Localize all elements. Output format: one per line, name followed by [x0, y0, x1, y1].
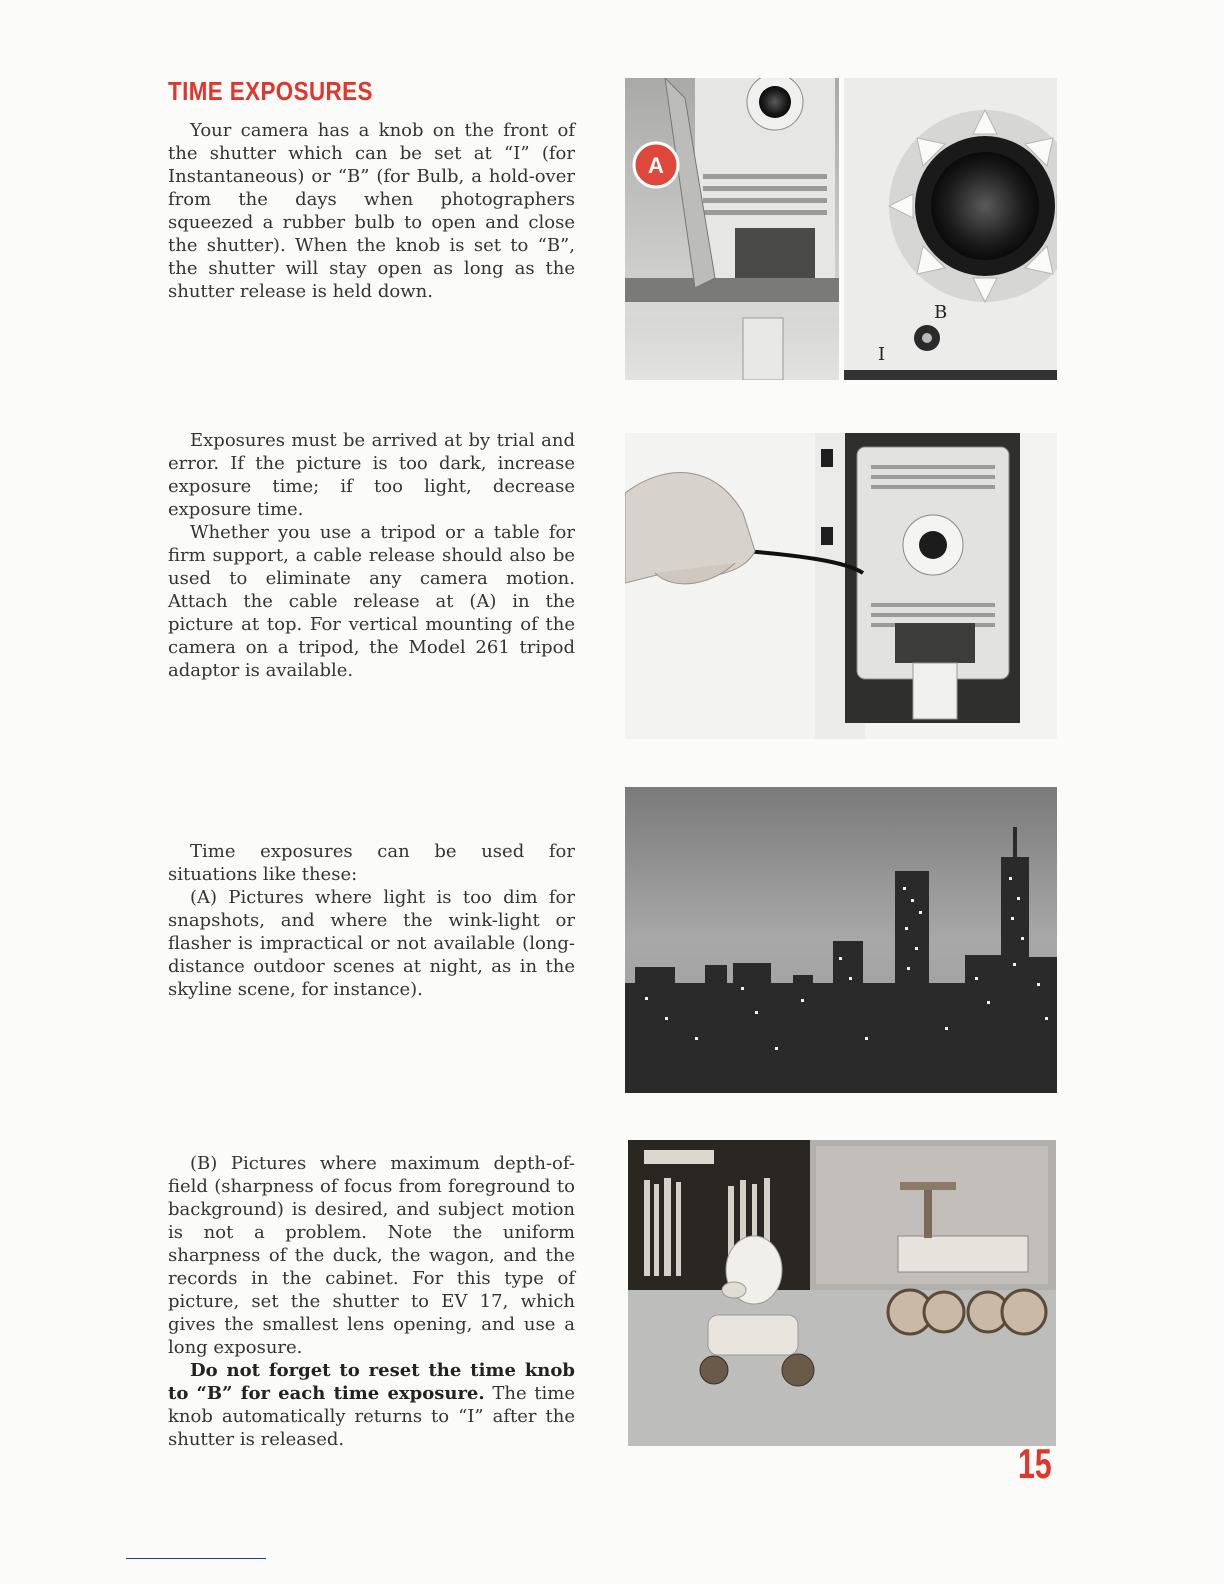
reset-note: The time knob automatically returns to “I” after the shutter is released.: [168, 1383, 575, 1450]
paragraph-text: (B) Pictures where maximum depth-of-field (sharpness of focus from foreground to background) is desired, and subject motion is not a problem. Note the uniform sharpness of the duck, the wagon, and the records in the cabinet. For this type of picture, set the shutter to EV 17, which gives the smallest lens opening, and use a long exposure.: [168, 1153, 575, 1358]
camera-shutter-photo: [625, 78, 1057, 380]
paragraph-text: Exposures must be arrived at by trial and error. If the picture is too dark, increase exposure time; if too light, decrease exposure time.: [168, 430, 575, 520]
cable-release-photo: [625, 433, 1057, 739]
paragraph-text: Time exposures can be used for situations like these:: [168, 841, 575, 885]
knob-i-label: I: [878, 344, 886, 365]
page-title: TIME EXPOSURES: [168, 76, 373, 106]
knob-b-label: B: [934, 302, 948, 323]
paragraph-text: (A) Pictures where light is too dim for snapshots, and where the wink-light or flasher is impractical or not available (long-distance outdoor scenes at night, as in the skyline scene, for instance).: [168, 887, 575, 1000]
footer-rule: [126, 1558, 266, 1559]
page-number: 15: [1018, 1440, 1052, 1487]
paragraph-exposure: [168, 429, 575, 682]
paragraph-text: Your camera has a knob on the front of the shutter which can be set at “I” (for Instantaneous) or “B” (for Bulb, a hold-over from the days when photographers squeezed a rubber bulb to open and close the shutter). When the knob is set to “B”, the shutter will stay open as long as the shutter release is held down.: [168, 120, 575, 302]
duck-wagon-photo: [628, 1140, 1056, 1446]
paragraph-shutter-knob: [168, 119, 575, 303]
reset-warning: Do not forget to reset the time knob to “B” for each time exposure.: [168, 1360, 575, 1404]
skyline-photo: [625, 787, 1057, 1093]
callout-a-label: A: [648, 153, 664, 178]
paragraph-depth-of-field: [168, 1152, 575, 1451]
paragraph-text: Whether you use a tripod or a table for firm support, a cable release should also be used to eliminate any camera motion. Attach the cable release at (A) in the picture at top. For vertical mounting of the camera on a tripod, the Model 261 tripod adaptor is available.: [168, 522, 575, 681]
paragraph-situations: [168, 840, 575, 1001]
paragraph-text: [168, 1359, 575, 1451]
